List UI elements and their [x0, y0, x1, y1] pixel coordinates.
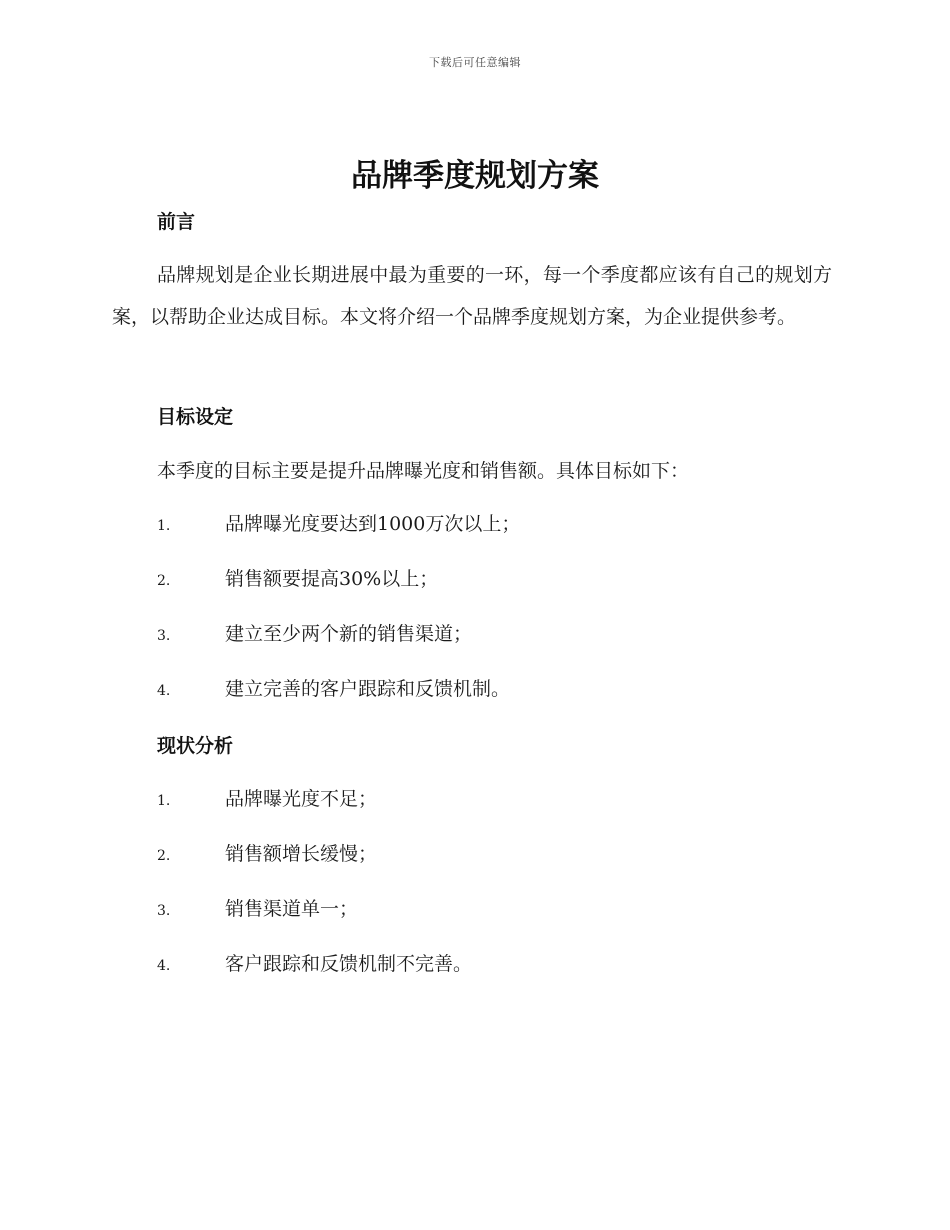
list-item-number: 1. [157, 793, 171, 809]
header-note: 下载后可任意编辑 [429, 56, 521, 69]
list-item-number: 2. [157, 573, 171, 589]
list-item-text: 品牌曝光度要达到1000万次以上； [225, 513, 521, 535]
list-item-number: 4. [157, 958, 171, 974]
section-heading-analysis: 现状分析 [157, 735, 234, 757]
list-item-text: 建立完善的客户跟踪和反馈机制。 [225, 678, 511, 700]
list-item-number: 4. [157, 683, 171, 699]
list-item-number: 3. [157, 628, 171, 644]
list-item-text: 销售额要提高30%以上； [225, 568, 439, 590]
list-item-text: 品牌曝光度不足； [225, 788, 378, 810]
list-item-text: 客户跟踪和反馈机制不完善。 [225, 953, 473, 975]
list-item-number: 3. [157, 903, 171, 919]
section-heading-goals: 目标设定 [157, 406, 234, 428]
preface-paragraph: 品牌规划是企业长期进展中最为重要的一环，每一个季度都应该有自己的规划方案，以帮助企业达成目标。本文将介绍一个品牌季度规划方案，为企业提供参考。 [112, 264, 832, 328]
list-item-text: 销售额增长缓慢； [225, 843, 378, 865]
list-item-number: 2. [157, 848, 171, 864]
section-heading-preface: 前言 [157, 211, 196, 233]
document-title: 品牌季度规划方案 [351, 158, 599, 194]
list-item-text: 建立至少两个新的销售渠道； [225, 623, 473, 645]
list-item-text: 销售渠道单一； [225, 898, 359, 920]
list-item-number: 1. [157, 518, 171, 534]
goals-intro: 本季度的目标主要是提升品牌曝光度和销售额。具体目标如下： [157, 460, 690, 482]
